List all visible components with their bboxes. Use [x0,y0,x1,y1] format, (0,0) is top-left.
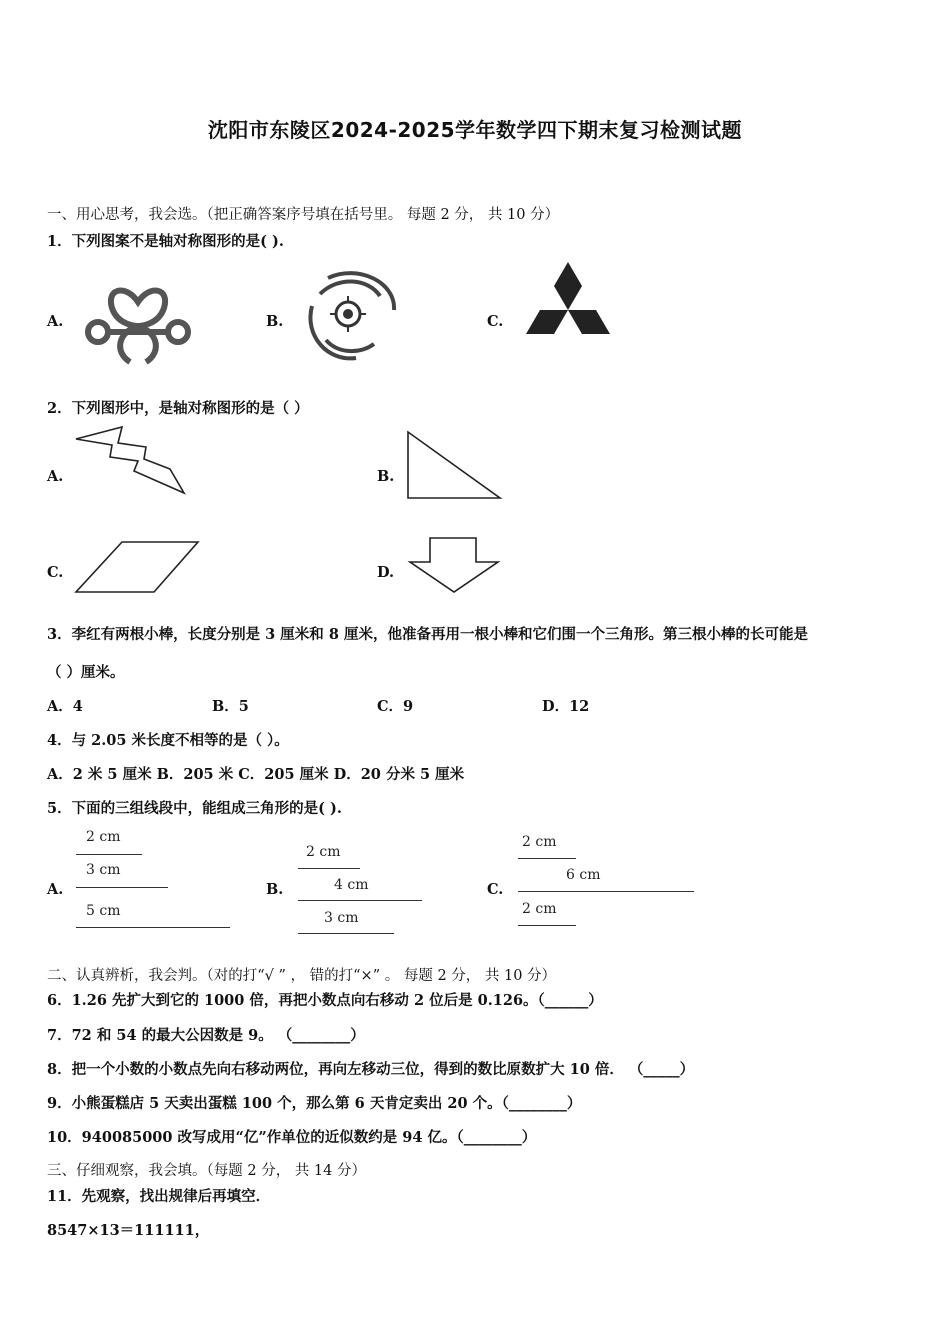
section-3-heading: 三、仔细观察，我会填。（每题 2 分， 共 14 分） [47,1163,366,1179]
q2-option-c-label: C. [47,564,64,581]
q5-option-c-label: C. [487,881,504,898]
q5-b-segment-1-label: 2 cm [306,844,341,860]
q2-right-triangle-shape [406,430,504,502]
page-title: 沈阳市东陵区2024-2025学年数学四下期末复习检测试题 [207,118,743,142]
section-2-heading: 二、认真辨析，我会判。（对的打“√ ” ， 错的打“×” 。 每题 2 分， 共 10 分） [47,968,557,984]
q5-a-segment-3-label: 5 cm [86,903,121,919]
question-6-text: 6．1.26 先扩大到它的 1000 倍，再把小数点向右移动 2 位后是 0.126。（______） [47,992,603,1009]
question-4-text: 4．与 2.05 米长度不相等的是（ ）。 [47,732,289,749]
question-1-text: 1．下列图案不是轴对称图形的是( ). [47,233,284,250]
q2-parallelogram-shape [74,540,202,596]
question-2-text: 2．下列图形中，是轴对称图形的是（ ） [47,400,309,417]
q5-c-segment-2-label: 6 cm [566,867,601,883]
q5-c-segment-1 [518,858,576,859]
q1-option-b-label: B. [266,313,284,330]
q5-a-segment-1 [76,854,142,855]
q2-option-a-label: A. [47,468,64,485]
q5-c-segment-3 [518,925,576,926]
question-7-text: 7．72 和 54 的最大公因数是 9。 （________） [47,1027,365,1044]
q5-b-segment-2 [298,900,422,901]
q2-down-arrow-shape [408,536,502,596]
q5-a-segment-2 [76,887,168,888]
q5-option-b-label: B. [266,881,284,898]
q5-c-segment-3-label: 2 cm [522,901,557,917]
equation-line-1: 8547×13＝111111， [47,1222,210,1239]
q1-swirl-emblem-image [298,266,402,366]
question-8-text: 8．把一个小数的小数点先向右移动两位，再向左移动三位，得到的数比原数扩大 10 倍． （_____） [47,1061,695,1078]
q5-a-segment-1-label: 2 cm [86,829,121,845]
q5-c-segment-2 [518,891,694,892]
q1-option-c-label: C. [487,313,504,330]
q2-option-b-label: B. [377,468,395,485]
question-11-text: 11．先观察，找出规律后再填空． [47,1188,271,1205]
q2-option-d-label: D. [377,564,395,581]
q1-option-a-label: A. [47,313,64,330]
q5-c-segment-1-label: 2 cm [522,834,557,850]
q3-option-b: B．5 [212,698,249,715]
q3-option-c: C．9 [377,698,414,715]
q5-b-segment-1 [298,868,360,869]
question-10-text: 10．940085000 改写成用“亿”作单位的近似数约是 94 亿。（________） [47,1129,537,1146]
q5-option-a-label: A. [47,881,64,898]
q3-option-d: D．12 [542,698,590,715]
q5-b-segment-3 [298,933,394,934]
q1-knot-pattern-image [78,282,198,368]
q5-b-segment-3-label: 3 cm [324,910,359,926]
q5-a-segment-2-label: 3 cm [86,862,121,878]
q5-a-segment-3 [76,927,230,928]
q4-options: A．2 米 5 厘米 B．205 米 C．205 厘米 D．20 分米 5 厘米 [47,766,465,783]
q5-b-segment-2-label: 4 cm [334,877,369,893]
question-3-text-line-1: 3．李红有两根小棒，长度分别是 3 厘米和 8 厘米，他准备再用一根小棒和它们围一个三角形。第三根小棒的长可能是 [47,626,808,643]
section-1-heading: 一、用心思考，我会选。（把正确答案序号填在括号里。 每题 2 分， 共 10 分） [47,207,560,223]
q3-option-a: A．4 [47,698,83,715]
q1-three-diamonds-logo-image [522,262,614,358]
q2-lightning-bolt-shape [74,425,190,497]
question-5-text: 5．下面的三组线段中，能组成三角形的是( ). [47,800,342,817]
question-9-text: 9．小熊蛋糕店 5 天卖出蛋糕 100 个，那么第 6 天肯定卖出 20 个。（________） [47,1095,582,1112]
question-3-text-line-2: （ ）厘米。 [47,664,125,681]
